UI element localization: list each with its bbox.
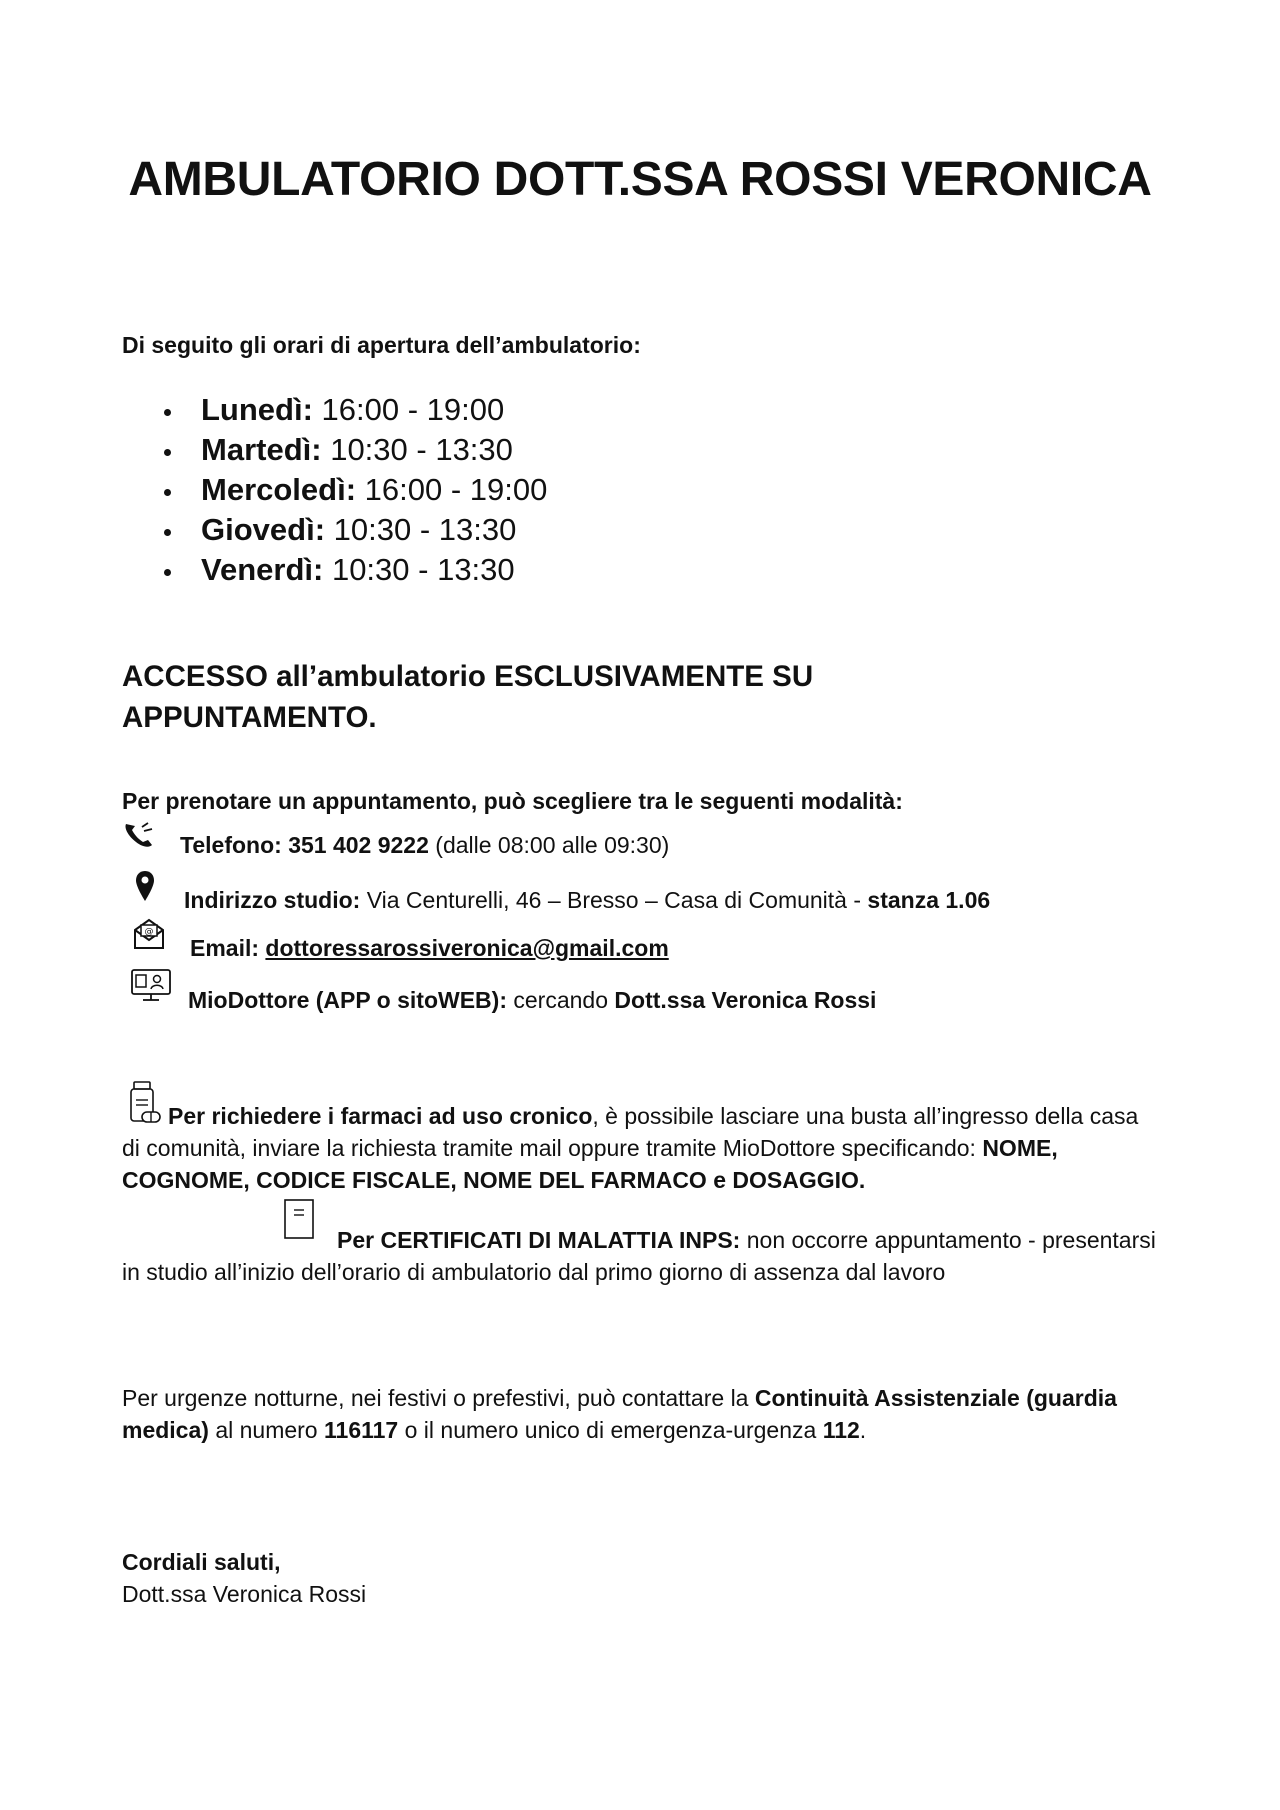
phone-number[interactable]: 351 402 9222: [288, 832, 429, 858]
emergency-text-2: al numero: [208, 1417, 324, 1443]
day-label: Martedì:: [201, 432, 322, 467]
bullet-icon: [164, 409, 171, 416]
hours-intro: Di seguito gli orari di apertura dell’ambulatorio:: [122, 332, 641, 358]
time-range: 16:00 - 19:00: [321, 392, 505, 427]
guard-number: 116117: [324, 1417, 399, 1443]
email-row: [190, 935, 669, 962]
bullet-icon: [164, 529, 171, 536]
doctor-name: Dott.ssa Veronica Rossi: [614, 987, 877, 1013]
computer-icon: [130, 968, 174, 1004]
emergency-paragraph: [122, 1382, 1162, 1446]
page-title: AMBULATORIO DOTT.SSA ROSSI VERONICA: [128, 153, 1152, 206]
continuity-service: Continuità Assistenziale (guardia medica): [122, 1385, 1117, 1443]
phone-hours-note: (dalle 08:00 alle 09:30): [435, 832, 670, 858]
bullet-icon: [164, 489, 171, 496]
phone-row: [180, 832, 669, 859]
time-range: 10:30 - 13:30: [331, 552, 515, 587]
address-label: Indirizzo studio:: [184, 887, 361, 913]
emergency-text-1: Per urgenze notturne, nei festivi o prefestivi, può contattare la: [122, 1385, 755, 1411]
signature: Dott.ssa Veronica Rossi: [122, 1581, 367, 1607]
emergency-text-4: .: [859, 1417, 867, 1443]
bullet-icon: [164, 449, 171, 456]
miodottore-middle-text: cercando: [507, 987, 615, 1013]
closing-greeting: Cordiali saluti,: [122, 1549, 281, 1575]
emergency-text-3: o il numero unico di emergenza-urgenza: [398, 1417, 823, 1443]
chronic-drugs-text: , è possibile lasciare una busta all’ingresso della casa di comunità, inviare la richiesta tramite mail oppure tramite MioDottore specificando:: [122, 1103, 1139, 1161]
booking-intro: Per prenotare un appuntamento, può scegliere tra le seguenti modalità:: [122, 788, 903, 814]
address-value: Via Centurelli, 46 – Bresso – Casa di Comunità -: [366, 887, 868, 913]
miodottore-label: MioDottore (APP o sitoWEB):: [188, 987, 507, 1013]
certificates-text: non occorre appuntamento - presentarsi in studio all’inizio dell’orario di ambulatorio dal primo giorno di assenza dal lavoro: [122, 1227, 1156, 1285]
day-label: Mercoledì:: [201, 472, 357, 507]
required-fields: NOME, COGNOME, CODICE FISCALE, NOME DEL FARMACO e DOSAGGIO.: [122, 1135, 1058, 1193]
time-range: 10:30 - 13:30: [333, 512, 517, 547]
emergency-number: 112: [822, 1417, 860, 1443]
time-range: 16:00 - 19:00: [364, 472, 548, 507]
day-label: Giovedì:: [201, 512, 326, 547]
phone-label: Telefono:: [180, 832, 282, 858]
email-link[interactable]: dottoressarossiveronica@gmail.com: [265, 935, 669, 961]
bullet-icon: [164, 569, 171, 576]
day-label: Lunedì:: [201, 392, 313, 427]
location-pin-icon: [135, 870, 155, 902]
svg-text:@: @: [144, 927, 154, 937]
day-label: Venerdì:: [201, 552, 324, 587]
email-icon: [133, 918, 165, 950]
phone-icon: [122, 820, 156, 850]
chronic-drugs-lead: Per richiedere i farmaci ad uso cronico: [168, 1103, 593, 1129]
chronic-drugs-paragraph: [122, 1100, 1162, 1196]
miodottore-row: [188, 987, 876, 1014]
certificates-paragraph: [122, 1224, 1162, 1288]
address-row: [184, 887, 990, 914]
certificates-lead: Per CERTIFICATI DI MALATTIA INPS:: [337, 1227, 741, 1253]
time-range: 10:30 - 13:30: [330, 432, 513, 467]
access-notice: ACCESSO all’ambulatorio ESCLUSIVAMENTE SU APPUNTAMENTO.: [122, 660, 814, 734]
room-number: stanza 1.06: [867, 887, 991, 913]
email-label: Email:: [190, 935, 260, 961]
